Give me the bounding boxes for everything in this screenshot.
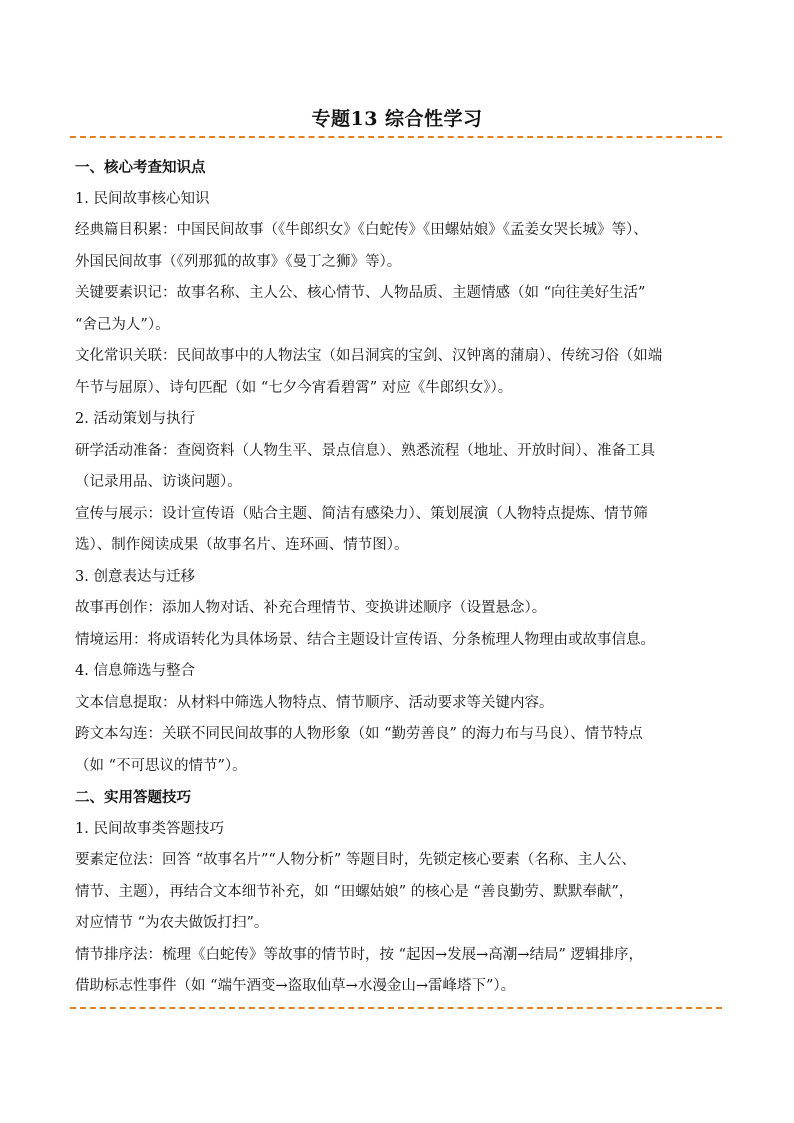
body-text-line: （如 “不可思议的情节”）。 xyxy=(75,757,247,774)
page-title: 专题13 综合性学习 xyxy=(311,108,483,130)
body-text-line: 外国民间故事（《列那狐的故事》《曼丁之狮》等）。 xyxy=(75,253,402,270)
body-text-line: “舍己为人”）。 xyxy=(75,316,170,333)
body-text-line: 情境运用：将成语转化为具体场景、结合主题设计宣传语、分条梳理人物理由或故事信息。 xyxy=(75,631,655,648)
body-text-line: 经典篇目积累：中国民间故事（《牛郎织女》《白蛇传》《田螺姑娘》《孟姜女哭长城》等）、 xyxy=(75,222,648,238)
subsection-heading: 4. 信息筛选与整合 xyxy=(75,663,195,679)
body-text-line: 选）、制作阅读成果（故事名片、连环画、情节图）。 xyxy=(75,537,409,553)
body-text-line: 对应情节 “为农夫做饭打扫”。 xyxy=(75,915,269,931)
body-text-line: 宣传与展示：设计宣传语（贴合主题、简洁有感染力）、策划展演（人物特点提炼、情节筛 xyxy=(75,505,648,522)
body-text-line: 情节排序法：梳理《白蛇传》等故事的情节时，按 “起因→发展→高潮→结局” 逻辑排序， xyxy=(75,946,643,963)
section-heading: 二、实用答题技巧 xyxy=(75,789,191,806)
body-text-line: 研学活动准备：查阅资料（人物生平、景点信息）、熟悉流程（地址、开放时间）、准备工具 xyxy=(75,442,655,459)
body-text-line: （记录用品、访谈问题）。 xyxy=(75,474,242,490)
subsection-heading: 3. 创意表达与迁移 xyxy=(75,568,195,585)
subsection-heading: 1. 民间故事类答题技巧 xyxy=(75,820,224,837)
body-text-line: 情节、主题），再结合文本细节补充，如 “田螺姑娘” 的核心是 “善良勤劳、默默奉献”， xyxy=(75,883,634,900)
bottom-dashed-divider xyxy=(70,1007,722,1009)
body-text-line: 文本信息提取：从材料中筛选人物特点、情节顺序、活动要求等关键内容。 xyxy=(75,694,554,711)
body-text-line: 借助标志性事件（如 “端午酒变→盗取仙草→水漫金山→雷峰塔下”）。 xyxy=(75,978,516,994)
body-text-line: 午节与屈原）、诗句匹配（如 “七夕今宵看碧霄” 对应《牛郎织女》）。 xyxy=(75,379,513,396)
section-heading: 一、核心考查知识点 xyxy=(75,159,206,176)
top-dashed-divider xyxy=(70,136,722,138)
body-text-line: 跨文本勾连：关联不同民间故事的人物形象（如 “勤劳善良” 的海力布与马良）、情节特点 xyxy=(75,726,643,742)
body-text-line: 故事再创作：添加人物对话、补充合理情节、变换讲述顺序（设置悬念）。 xyxy=(75,600,547,616)
body-text-line: 关键要素识记：故事名称、主人公、核心情节、人物品质、主题情感（如 “向往美好生活” xyxy=(75,285,646,301)
subsection-heading: 1. 民间故事核心知识 xyxy=(75,190,210,207)
body-text-line: 文化常识关联：民间故事中的人物法宝（如吕洞宾的宝剑、汉钟离的蒲扇）、传统习俗（如端 xyxy=(75,348,663,364)
body-text-line: 要素定位法：回答 “故事名片”“人物分析” 等题目时，先锁定核心要素（名称、主人公、 xyxy=(75,852,636,868)
subsection-heading: 2. 活动策划与执行 xyxy=(75,411,195,427)
document-body xyxy=(75,152,735,1003)
